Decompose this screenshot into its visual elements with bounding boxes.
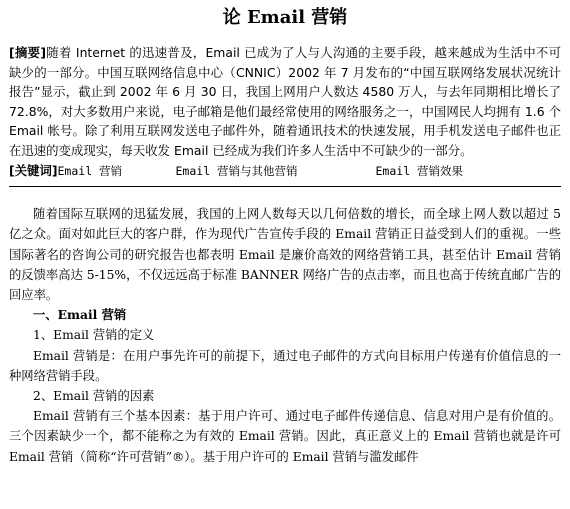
body-paragraph: Email 营销是：在用户事先许可的前提下，通过电子邮件的方式向目标用户传递有价值信息的一种网络营销手段。 [9, 348, 561, 383]
keyword-item: Email 营销与其他营销 [175, 163, 298, 178]
keywords-tag: [关键词] [9, 162, 58, 178]
body-paragraph: Email 营销有三个基本因素：基于用户许可、通过电子邮件传递信息、信息对用户是有价值的。三个因素缺少一个，都不能称之为有效的 Email 营销。因此，真正意义上的 Email 营销也就是许可 Email 营销（简称“许可营销”®）。基于用户许可的 Email 营销与滥发邮件 [9, 409, 561, 464]
document-body [9, 204, 561, 467]
keywords-line [9, 161, 561, 182]
subsection-heading: 2、Email 营销的因素 [33, 388, 155, 403]
section-heading: 一、Email 营销 [33, 307, 127, 323]
keyword-item: Email 营销效果 [375, 163, 464, 178]
divider [9, 186, 561, 187]
body-paragraph: 随着国际互联网的迅猛发展，我国的上网人数每天以几何倍数的增长，而全球上网人数以超过 5 亿之众。面对如此巨大的客户群，作为现代广告宣传手段的 Email 营销正日益受到人们的重视。一些国际著名的咨询公司的研究报告也都表明 Email 是廉价高效的网络营销工具，甚至估计 Email 营销的反馈率高达 5-15%，不仅远远高于标准 BANNER 网络广告的点击率，而且也高于传统直邮广告的回应率。 [9, 207, 561, 302]
abstract [9, 43, 561, 161]
document-title: 论 Email 营销 [222, 7, 348, 28]
document-page [9, 0, 561, 467]
abstract-text: 随着 Internet 的迅速普及，Email 已成为了人与人沟通的主要手段，越来越成为生活中不可缺少的一部分。中国互联网络信息中心（CNNIC）2002 年 7 月发布的“中国互联网络发展状况统计报告”显示，截止到 2002 年 6 月 30 日，我国上网用户人数达 4580 万人，与去年同期相比增长了 72.8%，对大多数用户来说，电子邮箱是他们最经常使用的网络服务之一，中国网民人均拥有 1.6 个 Email 帐号。除了利用互联网发送电子邮件外，随着通讯技术的快速发展，用手机发送电子邮件也正在迅速的变成现实，每天收发 Email 已经成为我们许多人生活中不可缺少的一部分。 [9, 45, 561, 158]
subsection-heading: 1、Email 营销的定义 [33, 328, 155, 343]
abstract-tag: [摘要] [9, 45, 46, 60]
keyword-item: Email 营销 [57, 163, 123, 178]
